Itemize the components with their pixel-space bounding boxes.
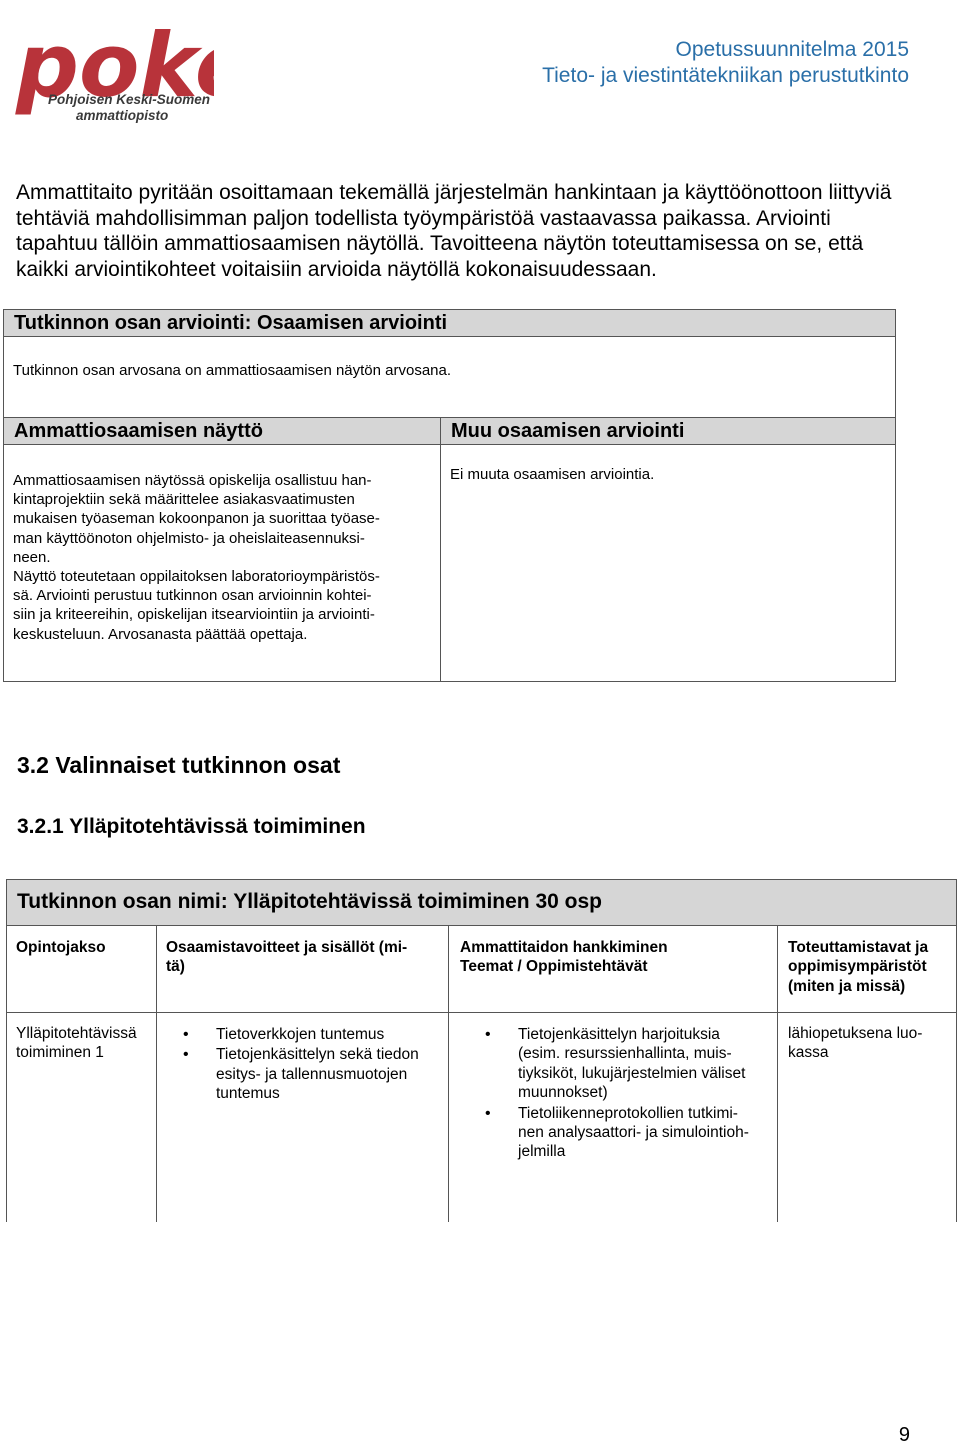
- table-col-divider-3: [777, 926, 778, 1222]
- unit-title: Tutkinnon osan nimi: Ylläpitotehtävissä toimiminen 30 osp: [17, 890, 602, 913]
- header-toteuttamistavat: [788, 938, 953, 996]
- header-osaamistavoitteet-line: tä): [166, 958, 185, 976]
- header-ammattitaidon-hankkiminen: [460, 938, 770, 977]
- table-col-divider-2: [448, 926, 449, 1222]
- header-osaamistavoitteet: [166, 938, 442, 977]
- logo-wordmark: pok: [16, 14, 195, 117]
- table-border-left: [6, 926, 7, 1222]
- list-item-line: • Tietojenkäsittelyn sekä tiedon: [216, 1046, 419, 1064]
- table-col-divider-1: [156, 926, 157, 1222]
- list-item-line: (esim. resurssienhallinta, muis-: [518, 1045, 732, 1063]
- demo-line: mukaisen työaseman kokoonpanon ja suorittaa työase-: [13, 510, 380, 528]
- demo-line: kintaprojektiin sekä määrittelee asiakasvaatimusten: [13, 491, 355, 509]
- demo-line: keskusteluun. Arvosanasta päättää opettaja.: [13, 625, 308, 643]
- list-item: [216, 1045, 444, 1103]
- other-assessment-title: Muu osaamisen arviointi: [451, 420, 685, 442]
- unit-title-bar: [6, 879, 957, 926]
- assessment-col-divider: [440, 418, 441, 681]
- list-item-line: nen analysaattori- ja simulointioh-: [518, 1124, 749, 1142]
- row1-toteuttamistavat-line: lähiopetuksena luo-: [788, 1025, 923, 1042]
- row1-osaamistavoitteet: [216, 1025, 444, 1104]
- header-toteuttamistavat-line: oppimisympäristöt: [788, 958, 927, 976]
- list-item: [518, 1025, 774, 1103]
- list-item-line: tiyksiköt, lukujärjestelmien väliset: [518, 1064, 746, 1082]
- demo-title: Ammattiosaamisen näyttö: [14, 420, 263, 442]
- assessment-title: Tutkinnon osan arviointi: Osaamisen arviointi: [14, 312, 448, 334]
- section-heading-3-2-1: 3.2.1 Ylläpitotehtävissä toimiminen: [17, 815, 366, 838]
- section-heading-3-2: 3.2 Valinnaiset tutkinnon osat: [17, 752, 341, 778]
- intro-text: Ammattitaito pyritään osoittamaan tekemällä järjestelmän hankintaan ja käyttöönottoon liittyviä tehtäviä mahdollisimman paljon todellista työympäristöä vastaavassa paikassa. Arviointi tapahtuu tällöin ammattiosaamisen näytöllä. Tavoitteena näytön toteuttamisessa on se, että kaikki arviointikohteet voitaisiin arvioida näytöllä kokonaisuudessaan.: [16, 181, 892, 281]
- header-toteuttamistavat-line: (miten ja missä): [788, 977, 906, 995]
- row1-toteuttamistavat: [788, 1024, 948, 1063]
- demo-line: siin ja kriteereihin, opiskelijan itsearviointiin ja arviointi-: [13, 606, 375, 624]
- row1-toteuttamistavat-line: kassa: [788, 1044, 829, 1062]
- row1-hankkiminen: [518, 1025, 774, 1162]
- demo-title-bar: [4, 418, 440, 445]
- table-border-right: [956, 926, 957, 1222]
- list-item-line: • Tietoverkkojen tuntemus: [216, 1026, 385, 1043]
- header-opintojakso: Opintojakso: [16, 939, 106, 956]
- logo: [14, 8, 214, 128]
- demo-line: Näyttö toteutetaan oppilaitoksen laboratorioympäristös-: [13, 568, 380, 586]
- other-assessment-text: Ei muuta osaamisen arviointia.: [450, 466, 655, 483]
- row1-opintojakso: [16, 1024, 152, 1063]
- demo-description: [13, 471, 433, 644]
- assessment-grade-text: Tutkinnon osan arvosana on ammattiosaamisen näytön arvosana.: [13, 362, 452, 379]
- header-degree-title: Tieto- ja viestintätekniikan perustutkinto: [542, 64, 909, 87]
- row1-opintojakso-line: toimiminen 1: [16, 1044, 104, 1062]
- list-item: [518, 1104, 774, 1162]
- demo-line: neen.: [13, 548, 51, 566]
- row1-opintojakso-line: Ylläpitotehtävissä: [16, 1025, 137, 1042]
- logo-line-2: ammattiopisto: [76, 108, 169, 123]
- demo-line: sä. Arviointi perustuu tutkinnon osan arvioinnin kohtei-: [13, 587, 372, 605]
- intro-paragraph: [16, 180, 916, 282]
- list-item-line: • Tietoliikenneprotokollien tutkimi-: [518, 1104, 738, 1122]
- header-toteuttamistavat-line: Toteuttamistavat ja: [788, 939, 929, 956]
- table-header-divider: [6, 1012, 957, 1013]
- list-item-line: tuntemus: [216, 1085, 280, 1103]
- logo-line-1: Pohjoisen Keski-Suomen: [48, 92, 211, 107]
- list-item-line: esitys- ja tallennusmuotojen: [216, 1065, 408, 1083]
- header-osaamistavoitteet-line: Osaamistavoitteet ja sisällöt (mi-: [166, 939, 408, 956]
- page-number: 9: [898, 1424, 910, 1446]
- list-item-line: jelmilla: [518, 1143, 566, 1161]
- list-item: [216, 1025, 444, 1044]
- header-hankkiminen-line: Teemat / Oppimistehtävät: [460, 958, 648, 976]
- demo-line: man käyttöönoton ohjelmisto- ja oheislaiteasennuksi-: [13, 529, 365, 547]
- header-hankkiminen-line: Ammattitaidon hankkiminen: [460, 939, 668, 956]
- assessment-title-bar: [4, 310, 895, 337]
- list-item-line: • Tietojenkäsittelyn harjoituksia: [518, 1026, 720, 1043]
- other-assessment-title-bar: [441, 418, 895, 445]
- demo-line: Ammattiosaamisen näytössä opiskelija osallistuu han-: [13, 472, 372, 489]
- list-item-line: muunnokset): [518, 1084, 608, 1102]
- header-doc-title: Opetussuunnitelma 2015: [675, 38, 909, 61]
